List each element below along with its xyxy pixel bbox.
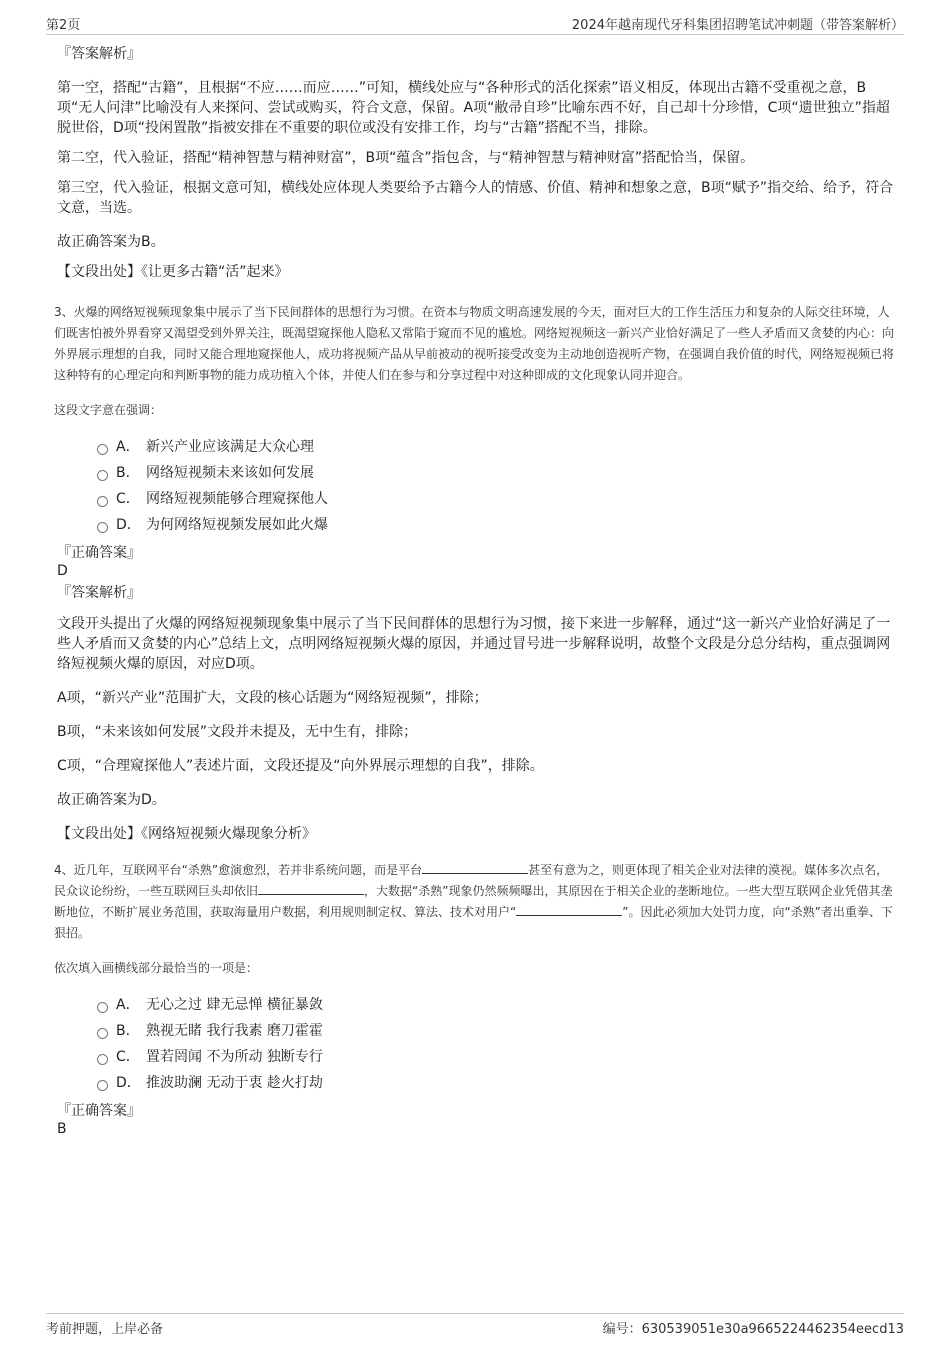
q4-text: [54, 860, 895, 944]
page-footer: [46, 1313, 904, 1336]
radio-icon[interactable]: [97, 470, 108, 481]
q3-source: 【文段出处】《网络短视频火爆现象分析》: [57, 826, 316, 842]
q4-text-part: 4、近几年，互联网平台“杀熟”愈演愈烈，若并非系统问题，而是平台: [54, 863, 423, 877]
q3-analysis-label: 『答案解析』: [57, 585, 141, 601]
radio-icon[interactable]: [97, 1002, 108, 1013]
q2-analysis-para: 第三空，代入验证，根据文意可知，横线处应体现人类要给予古籍今人的情感、价值、精神和想象之意，B项“赋予”指交给、给予，符合文意，当选。: [57, 180, 894, 216]
option-text: 网络短视频能够合理窥探他人: [146, 491, 328, 507]
q2-analysis-para: 第二空，代入验证，搭配“精神智慧与精神财富”，B项“蕴含”指包含，与“精神智慧与精神财富”搭配恰当，保留。: [57, 150, 755, 166]
option-text: 网络短视频未来该如何发展: [146, 465, 314, 481]
radio-icon[interactable]: [97, 1028, 108, 1039]
q3-prompt: 这段文字意在强调：: [54, 403, 163, 417]
q4-text-part: ，大数据“杀熟”现象仍然频频曝出，其原因在于相关企业的垄断地位。一些大型互联网企业凭借其垄断地位，不断扩展业务范围，获取海量用户数据，利用规则制定权、算法、技术对用户“: [54, 884, 893, 919]
q3-analysis-para: B项，“未来该如何发展”文段并未提及，无中生有，排除；: [57, 724, 418, 740]
page-header: [46, 12, 904, 35]
radio-icon[interactable]: [97, 1054, 108, 1065]
option-letter: B．: [116, 465, 140, 481]
q4-answer-label: 『正确答案』: [57, 1103, 141, 1119]
document-id: 编号：630539051e30a9665224462354eecd13: [602, 1322, 904, 1337]
option-text: 推波助澜 无动于衷 趁火打劫: [146, 1075, 323, 1091]
q3-answer: D: [57, 563, 68, 579]
blank-line: [258, 882, 364, 895]
option-letter: C．: [116, 1049, 140, 1065]
page-content: [54, 44, 895, 1138]
page-number: 第2页: [46, 18, 81, 33]
footer-slogan: 考前押题，上岸必备: [46, 1322, 164, 1337]
q2-source: 【文段出处】《让更多古籍“活”起来》: [57, 264, 289, 280]
q4-text-part: 甚至有意为之，则更体现了相关企业对法律的漠视。媒体多次点名，民众议论纷纷，一些互联网巨头却依旧: [54, 863, 889, 898]
q3-options: [97, 434, 895, 538]
q2-conclusion: 故正确答案为B。: [57, 234, 165, 250]
option-letter: B．: [116, 1023, 140, 1039]
option-text: 熟视无睹 我行我素 磨刀霍霍: [146, 1023, 323, 1039]
q3-answer-label: 『正确答案』: [57, 545, 141, 561]
q4-option-c[interactable]: [97, 1044, 895, 1070]
q3-analysis-para: C项，“合理窥探他人”表述片面，文段还提及“向外界展示理想的自我”，排除。: [57, 758, 544, 774]
radio-icon[interactable]: [97, 496, 108, 507]
option-letter: A．: [116, 439, 140, 455]
q2-analysis-para: 第一空，搭配“古籍”，且根据“不应……而应……”可知，横线处应与“各种形式的活化探索”语义相反，体现出古籍不受重视之意，B项“无人问津”比喻没有人来探问、尝试或购买，符合文意，保留。A项“敝帚自珍”比喻东西不好，自己却十分珍惜，C项“遗世独立”指超脱世俗，D项“投闲置散”指被安排在不重要的职位或没有安排工作，均与“古籍”搭配不当，排除。: [57, 80, 890, 136]
q4-options: [97, 992, 895, 1096]
q4-answer: B: [57, 1121, 67, 1137]
q3-conclusion: 故正确答案为D。: [57, 792, 166, 808]
blank-line: [422, 861, 528, 874]
option-letter: D．: [116, 1075, 141, 1091]
q3-text: 3、火爆的网络短视频现象集中展示了当下民间群体的思想行为习惯。在资本与物质文明高速发展的今天，面对巨大的工作生活压力和复杂的人际交往环境，人们既害怕被外界看穿又渴望受到外界关注，既渴望窥探他人隐私又常陷于窥而不见的尴尬。网络短视频这一新兴产业恰好满足了一些人矛盾而又贪婪的内心：向外界展示理想的自我，同时又能合理地窥探他人，成功将视频产品从早前被动的视听接受改变为主动地创造视听产物，在强调自我价值的时代，网络短视频已将这种特有的心理定向和判断事物的能力成功植入个体，并使人们在参与和分享过程中对这种即成的文化现象认同并迎合。: [54, 305, 895, 382]
radio-icon[interactable]: [97, 1080, 108, 1091]
q4-prompt: 依次填入画横线部分最恰当的一项是：: [54, 961, 259, 975]
q3-option-a[interactable]: [97, 434, 895, 460]
q4-option-d[interactable]: [97, 1070, 895, 1096]
option-letter: C．: [116, 491, 140, 507]
blank-line: [516, 903, 622, 916]
q3-option-c[interactable]: [97, 486, 895, 512]
radio-icon[interactable]: [97, 522, 108, 533]
q4-text-part: ”。因此必须加大处罚力度，向“杀熟”者出重拳、下狠招。: [54, 905, 893, 940]
radio-icon[interactable]: [97, 444, 108, 455]
document-title: 2024年越南现代牙科集团招聘笔试冲刺题（带答案解析）: [571, 18, 904, 33]
option-text: 无心之过 肆无忌惮 横征暴敛: [146, 997, 323, 1013]
option-text: 置若罔闻 不为所动 独断专行: [146, 1049, 323, 1065]
q4-option-a[interactable]: [97, 992, 895, 1018]
q4-option-b[interactable]: [97, 1018, 895, 1044]
option-text: 新兴产业应该满足大众心理: [146, 439, 314, 455]
q3-analysis-para: 文段开头提出了火爆的网络短视频现象集中展示了当下民间群体的思想行为习惯，接下来进一步解释，通过“这一新兴产业恰好满足了一些人矛盾而又贪婪的内心”总结上文，点明网络短视频火爆的原因，并通过冒号进一步解释说明，故整个文段是分总分结构，重点强调网络短视频火爆的原因，对应D项。: [57, 616, 891, 672]
option-letter: A．: [116, 997, 140, 1013]
q3-analysis-para: A项，“新兴产业”范围扩大，文段的核心话题为“网络短视频”，排除；: [57, 690, 488, 706]
q2-analysis-label: 『答案解析』: [57, 46, 141, 62]
q3-option-d[interactable]: [97, 512, 895, 538]
q3-option-b[interactable]: [97, 460, 895, 486]
option-text: 为何网络短视频发展如此火爆: [146, 517, 328, 533]
option-letter: D．: [116, 517, 141, 533]
